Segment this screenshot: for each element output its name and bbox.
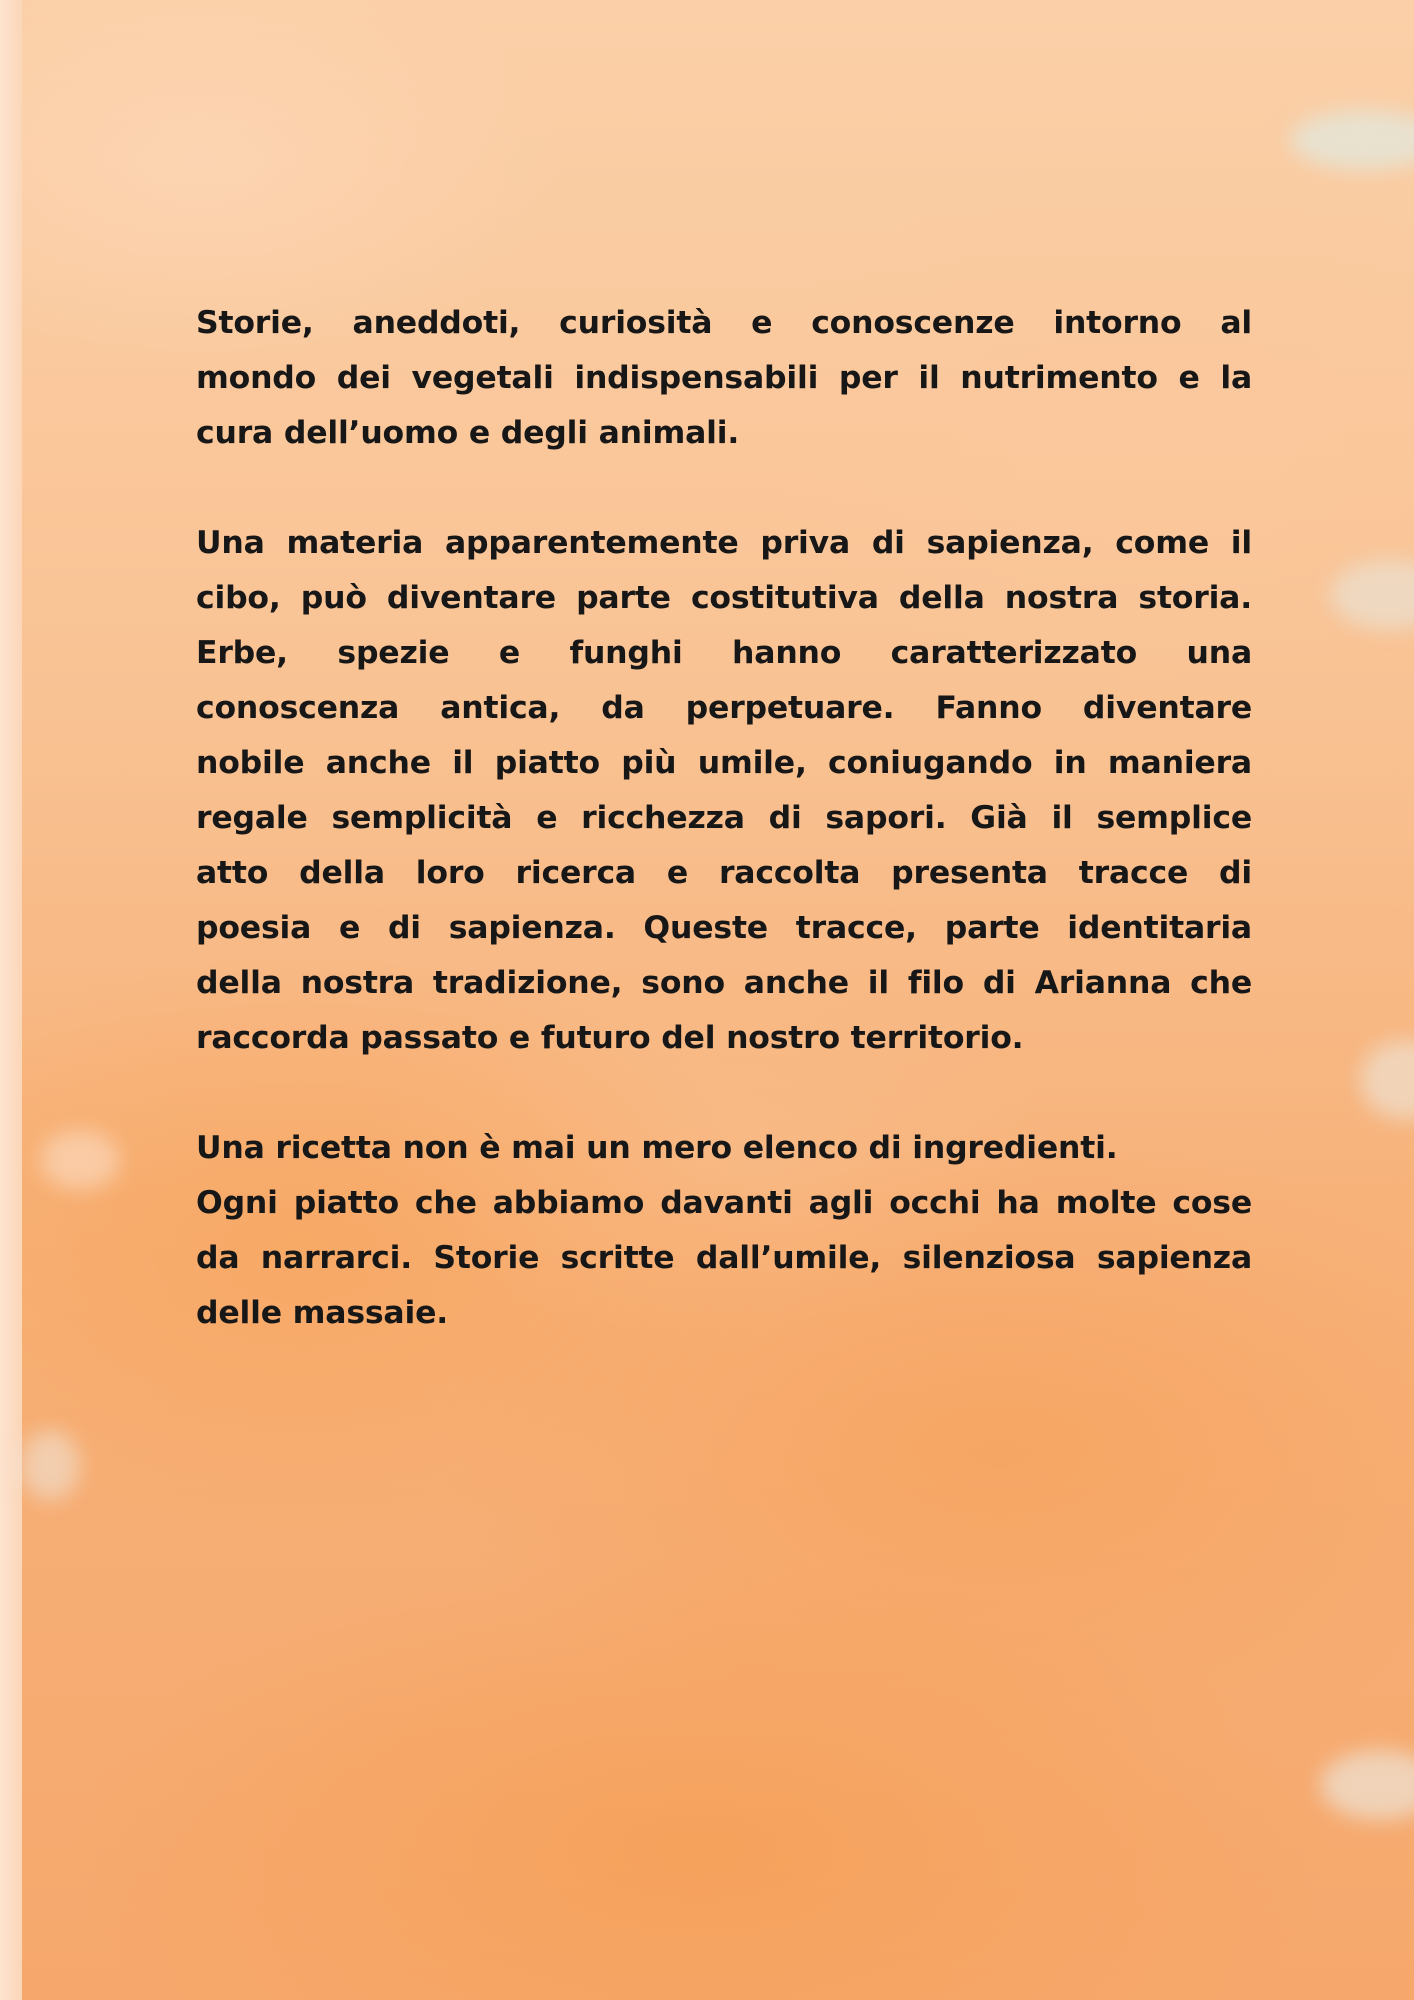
watercolor-splash [1290, 110, 1414, 170]
text-line: regale semplicità e ricchezza di sapori. Già il semplice [196, 800, 1252, 836]
page-left-edge [0, 0, 22, 2000]
text-line: della nostra tradizione, sono anche il filo di Arianna che [196, 965, 1252, 1001]
paragraph-closing [196, 1121, 1252, 1341]
watercolor-splash [1360, 1040, 1414, 1120]
text-line: Una materia apparentemente priva di sapienza, come il [196, 525, 1252, 561]
body-text [196, 296, 1252, 1396]
text-line: Una ricetta non è mai un mero elenco di ingredienti. [196, 1130, 1118, 1166]
text-line: Ogni piatto che abbiamo davanti agli occhi ha molte cose [196, 1185, 1252, 1221]
text-line: cura dell’uomo e degli animali. [196, 415, 740, 451]
text-line: mondo dei vegetali indispensabili per il nutrimento e la [196, 360, 1252, 396]
text-line: poesia e di sapienza. Queste tracce, parte identitaria [196, 910, 1252, 946]
text-line: atto della loro ricerca e raccolta presenta tracce di [196, 855, 1252, 891]
watercolor-splash [20, 1430, 80, 1500]
text-line: da narrarci. Storie scritte dall’umile, silenziosa sapienza [196, 1240, 1252, 1276]
text-line: nobile anche il piatto più umile, coniugando in maniera [196, 745, 1252, 781]
text-line: Erbe, spezie e funghi hanno caratterizzato una [196, 635, 1252, 671]
text-line: Storie, aneddoti, curiosità e conoscenze intorno al [196, 305, 1252, 341]
paragraph-intro [196, 296, 1252, 461]
text-line: conoscenza antica, da perpetuare. Fanno diventare [196, 690, 1252, 726]
watercolor-splash [1330, 560, 1414, 630]
watercolor-splash [1320, 1750, 1414, 1820]
text-line: delle massaie. [196, 1295, 448, 1331]
text-line: raccorda passato e futuro del nostro territorio. [196, 1020, 1024, 1056]
paragraph-main [196, 516, 1252, 1066]
text-line: cibo, può diventare parte costitutiva della nostra storia. [196, 580, 1252, 616]
watercolor-splash [40, 1130, 120, 1190]
